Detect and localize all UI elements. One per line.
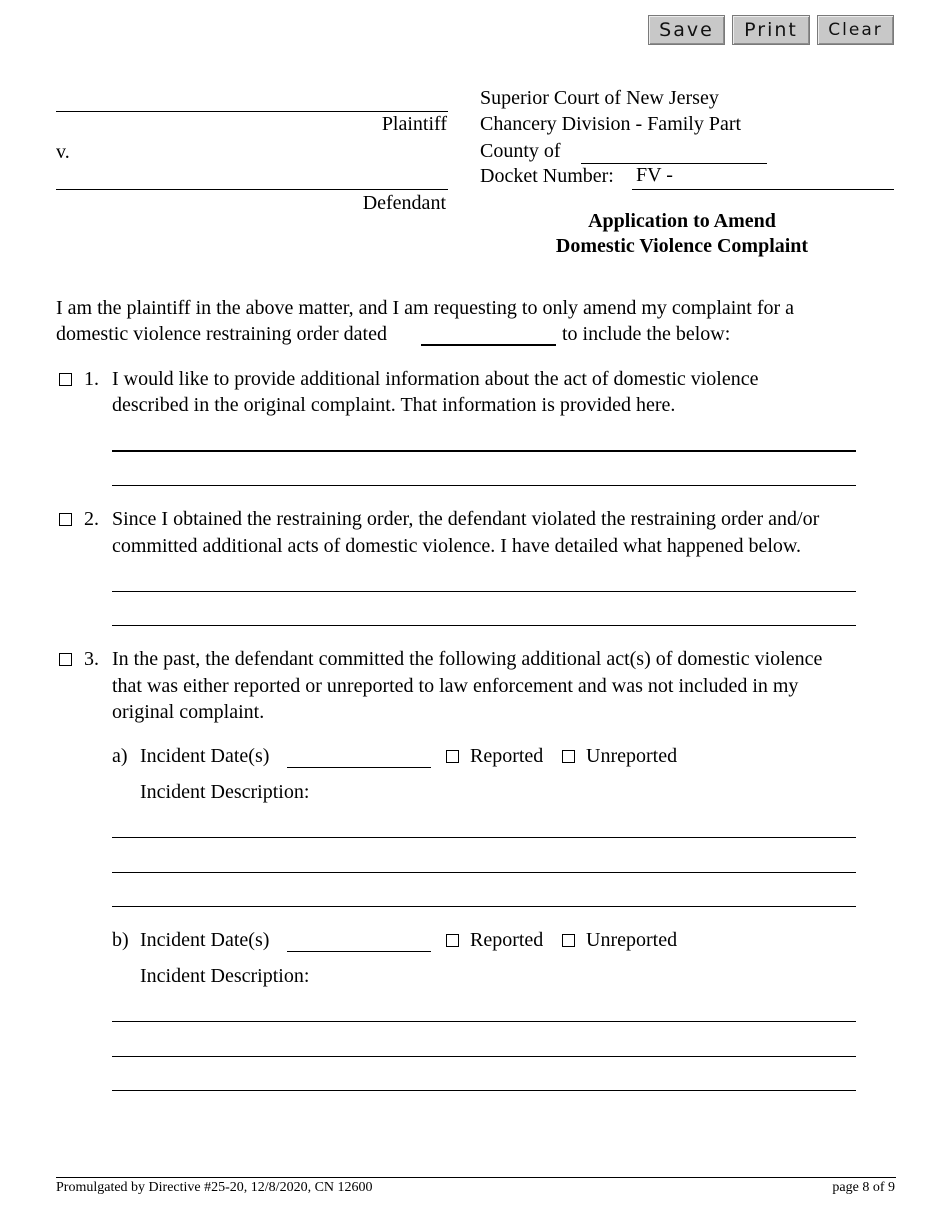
item3-text-line1: In the past, the defendant committed the following additional act(s) of domestic violence [112,648,823,670]
item2-checkbox[interactable] [59,513,72,526]
incident-b-reported-checkbox[interactable] [446,934,459,947]
incident-a-description-label: Incident Description: [140,781,310,803]
incident-b-letter: b) [112,929,129,951]
incident-a-date-label: Incident Date(s) [140,745,270,767]
incident-a-unreported-checkbox[interactable] [562,750,575,763]
incident-a-description-line2[interactable] [112,872,856,873]
intro-text-line2-end: to include the below: [562,323,731,345]
docket-prefix: FV - [636,164,673,186]
versus-label: v. [56,141,70,163]
incident-a-reported-checkbox[interactable] [446,750,459,763]
item1-number: 1. [84,368,99,390]
incident-b-unreported-label: Unreported [586,929,678,951]
form-title-line2: Domestic Violence Complaint [555,235,809,257]
intro-text-line2: domestic violence restraining order dated [56,323,387,345]
incident-a-description-line3[interactable] [112,906,856,907]
item1-checkbox[interactable] [59,373,72,386]
save-button[interactable]: Save [648,15,725,45]
incident-b-date-label: Incident Date(s) [140,929,270,951]
court-division: Chancery Division - Family Part [480,113,742,135]
item2-number: 2. [84,508,99,530]
incident-b-date-field[interactable] [287,929,431,952]
item1-text-line2: described in the original complaint. That information is provided here. [112,394,676,416]
incident-b-reported-label: Reported [470,929,544,951]
item1-answer-line1[interactable] [112,450,856,452]
item3-number: 3. [84,648,99,670]
incident-b-description-line3[interactable] [112,1090,856,1091]
item1-text-line1: I would like to provide additional information about the act of domestic violence [112,368,759,390]
item3-text-line2: that was either reported or unreported to law enforcement and was not included in my [112,675,799,697]
plaintiff-name-field[interactable] [56,89,448,112]
item1-answer-line2[interactable] [112,485,856,486]
intro-text-line1: I am the plaintiff in the above matter, and I am requesting to only amend my complaint for a [56,297,795,319]
county-field[interactable] [581,141,767,164]
incident-a-description-line1[interactable] [112,837,856,838]
print-button[interactable]: Print [732,15,810,45]
restraining-order-date-field[interactable] [421,322,556,346]
court-name: Superior Court of New Jersey [480,87,719,109]
incident-a-letter: a) [112,745,128,767]
docket-number-field[interactable] [632,164,894,190]
incident-a-date-field[interactable] [287,745,431,768]
docket-label: Docket Number: [480,165,614,187]
item2-answer-line2[interactable] [112,625,856,626]
incident-b-description-line1[interactable] [112,1021,856,1022]
plaintiff-label: Plaintiff [381,113,447,135]
incident-b-unreported-checkbox[interactable] [562,934,575,947]
footer-page-number: page 8 of 9 [832,1180,895,1195]
incident-a-unreported-label: Unreported [586,745,678,767]
defendant-label: Defendant [362,192,446,214]
item2-text-line1: Since I obtained the restraining order, the defendant violated the restraining order and/or [112,508,820,530]
incident-b-description-line2[interactable] [112,1056,856,1057]
clear-button[interactable]: Clear [817,15,894,45]
form-title-line1: Application to Amend [588,210,776,232]
county-label: County of [480,140,561,162]
item2-text-line2: committed additional acts of domestic violence. I have detailed what happened below. [112,535,802,557]
incident-a-reported-label: Reported [470,745,544,767]
item2-answer-line1[interactable] [112,591,856,592]
incident-b-description-label: Incident Description: [140,965,310,987]
footer-directive: Promulgated by Directive #25-20, 12/8/2020, CN 12600 [56,1180,373,1195]
item3-checkbox[interactable] [59,653,72,666]
defendant-name-field[interactable] [56,167,448,190]
footer-rule [56,1177,896,1178]
item3-text-line3: original complaint. [112,701,265,723]
